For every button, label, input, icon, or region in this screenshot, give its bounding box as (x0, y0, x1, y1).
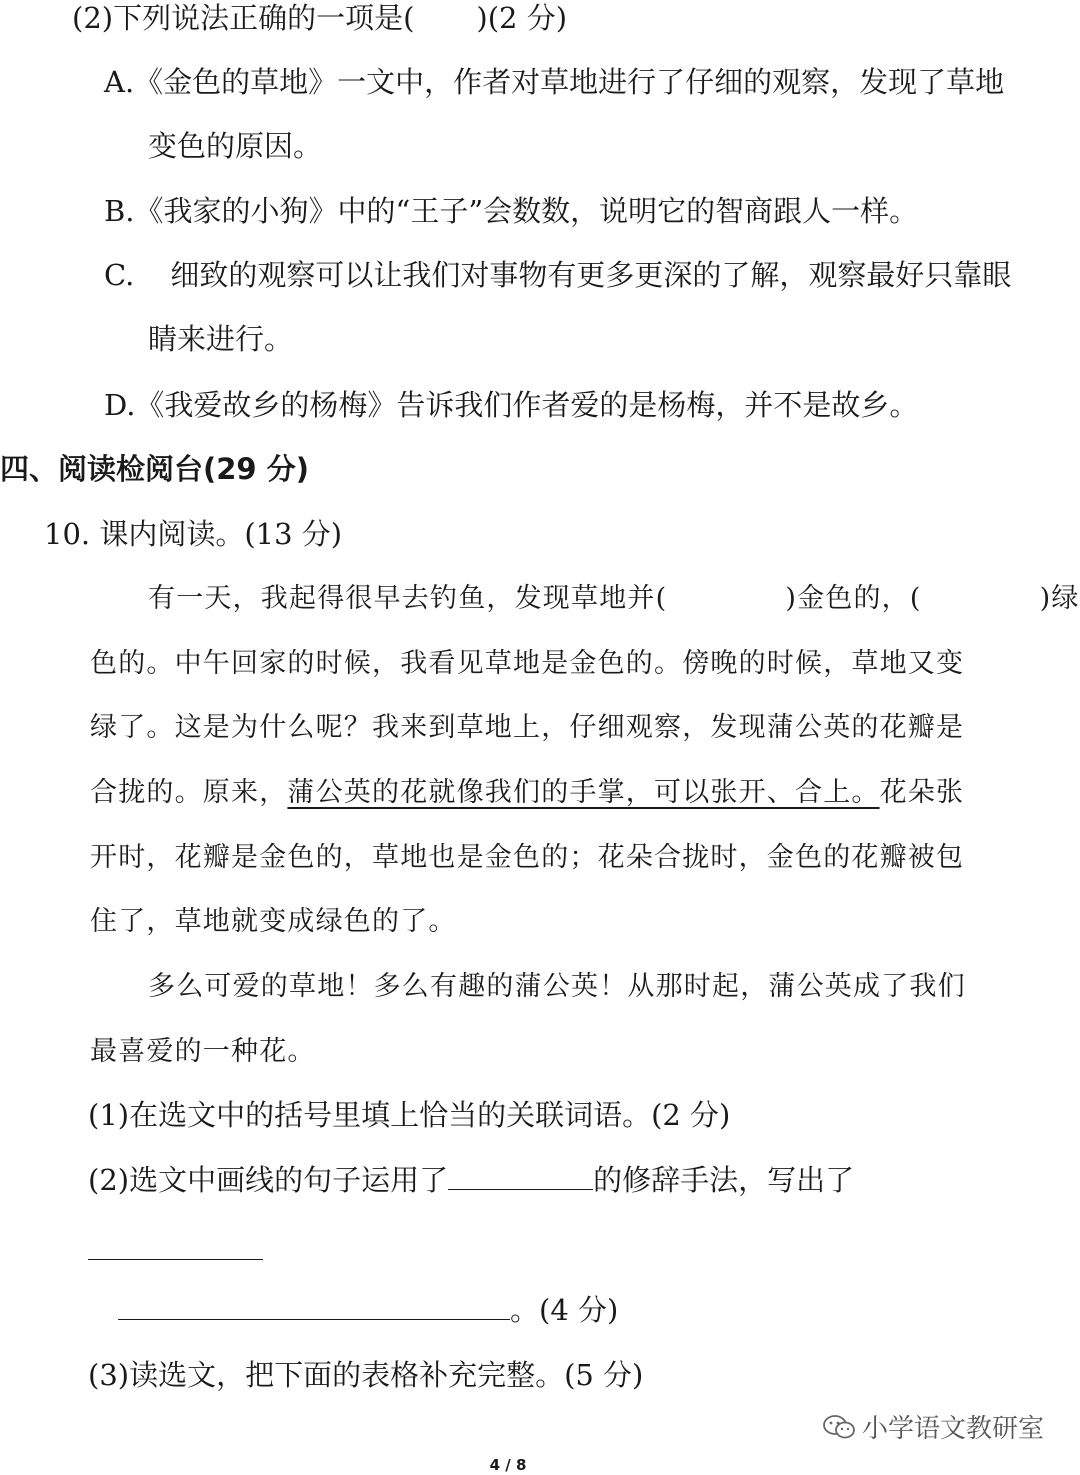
option-c-line1 (104, 258, 1012, 292)
stem-after: )(2 分) (476, 1, 568, 35)
sub-question-3: (3)读选文，把下面的表格补充完整。(5 分) (88, 1358, 644, 1392)
sub-question-1: (1)在选文中的括号里填上恰当的关联词语。(2 分) (88, 1098, 731, 1132)
option-c-line2: 睛来进行。 (148, 322, 294, 356)
passage-line-6: 住了，草地就变成绿色的了。 (90, 906, 457, 937)
option-c-label: C. (104, 258, 135, 292)
underlined-sentence: 蒲公英的花就像我们的手掌，可以张开、合上。 (287, 777, 880, 808)
passage-text: 花朵张 (879, 777, 965, 808)
answer-line (448, 1188, 593, 1190)
page-number: 4 / 8 (489, 1456, 527, 1474)
watermark-text: 小学语文教研室 (861, 1414, 1044, 1444)
passage-text: )绿 (1039, 583, 1080, 614)
option-a-line2: 变色的原因。 (148, 129, 323, 163)
passage-line-5: 开时，花瓣是金色的，草地也是金色的；花朵合拢时，金色的花瓣被包 (90, 842, 965, 873)
answer-line (118, 1318, 510, 1320)
sub-question-2-answer-row (118, 1293, 619, 1327)
passage-text: 合拢的。原来， (90, 777, 288, 808)
sub-question-2-text: 的修辞手法，写出了 (593, 1163, 855, 1197)
passage-line-4 (90, 779, 964, 806)
question-10-title: 10. 课内阅读。(13 分) (44, 517, 343, 551)
option-b: B.《我家的小狗》中的“王子”会数数，说明它的智商跟人一样。 (104, 194, 919, 228)
passage-line-7: 多么可爱的草地！多么有趣的蒲公英！从那时起，蒲公英成了我们 (148, 971, 966, 1002)
passage-line-8: 最喜爱的一种花。 (90, 1036, 316, 1067)
score-text: 。(4 分) (510, 1293, 619, 1327)
wechat-icon (822, 1414, 856, 1440)
sub-question-2 (88, 1163, 855, 1197)
passage-text: 有一天，我起得很早去钓鱼，发现草地并( (148, 583, 668, 614)
answer-line (88, 1258, 263, 1260)
passage-line-1 (148, 585, 1080, 612)
option-d: D.《我爱故乡的杨梅》告诉我们作者爱的是杨梅，并不是故乡。 (104, 388, 919, 422)
watermark (822, 1408, 1044, 1445)
option-c-text: 细致的观察可以让我们对事物有更多更深的了解，观察最好只靠眼 (170, 258, 1012, 292)
section-title: 四、阅读检阅台(29 分) (0, 452, 309, 486)
question-stem (72, 1, 568, 35)
passage-text: )金色的，( (785, 583, 922, 614)
option-a-line1: A.《金色的草地》一文中，作者对草地进行了仔细的观察，发现了草地 (104, 65, 1005, 99)
passage-line-3: 绿了。这是为什么呢？我来到草地上，仔细观察，发现蒲公英的花瓣是 (90, 712, 965, 743)
passage-line-2: 色的。中午回家的时候，我看见草地是金色的。傍晚的时候，草地又变 (90, 648, 965, 679)
stem-before: (2)下列说法正确的一项是( (72, 1, 415, 35)
sub-question-2-text: (2)选文中画线的句子运用了 (88, 1163, 449, 1197)
